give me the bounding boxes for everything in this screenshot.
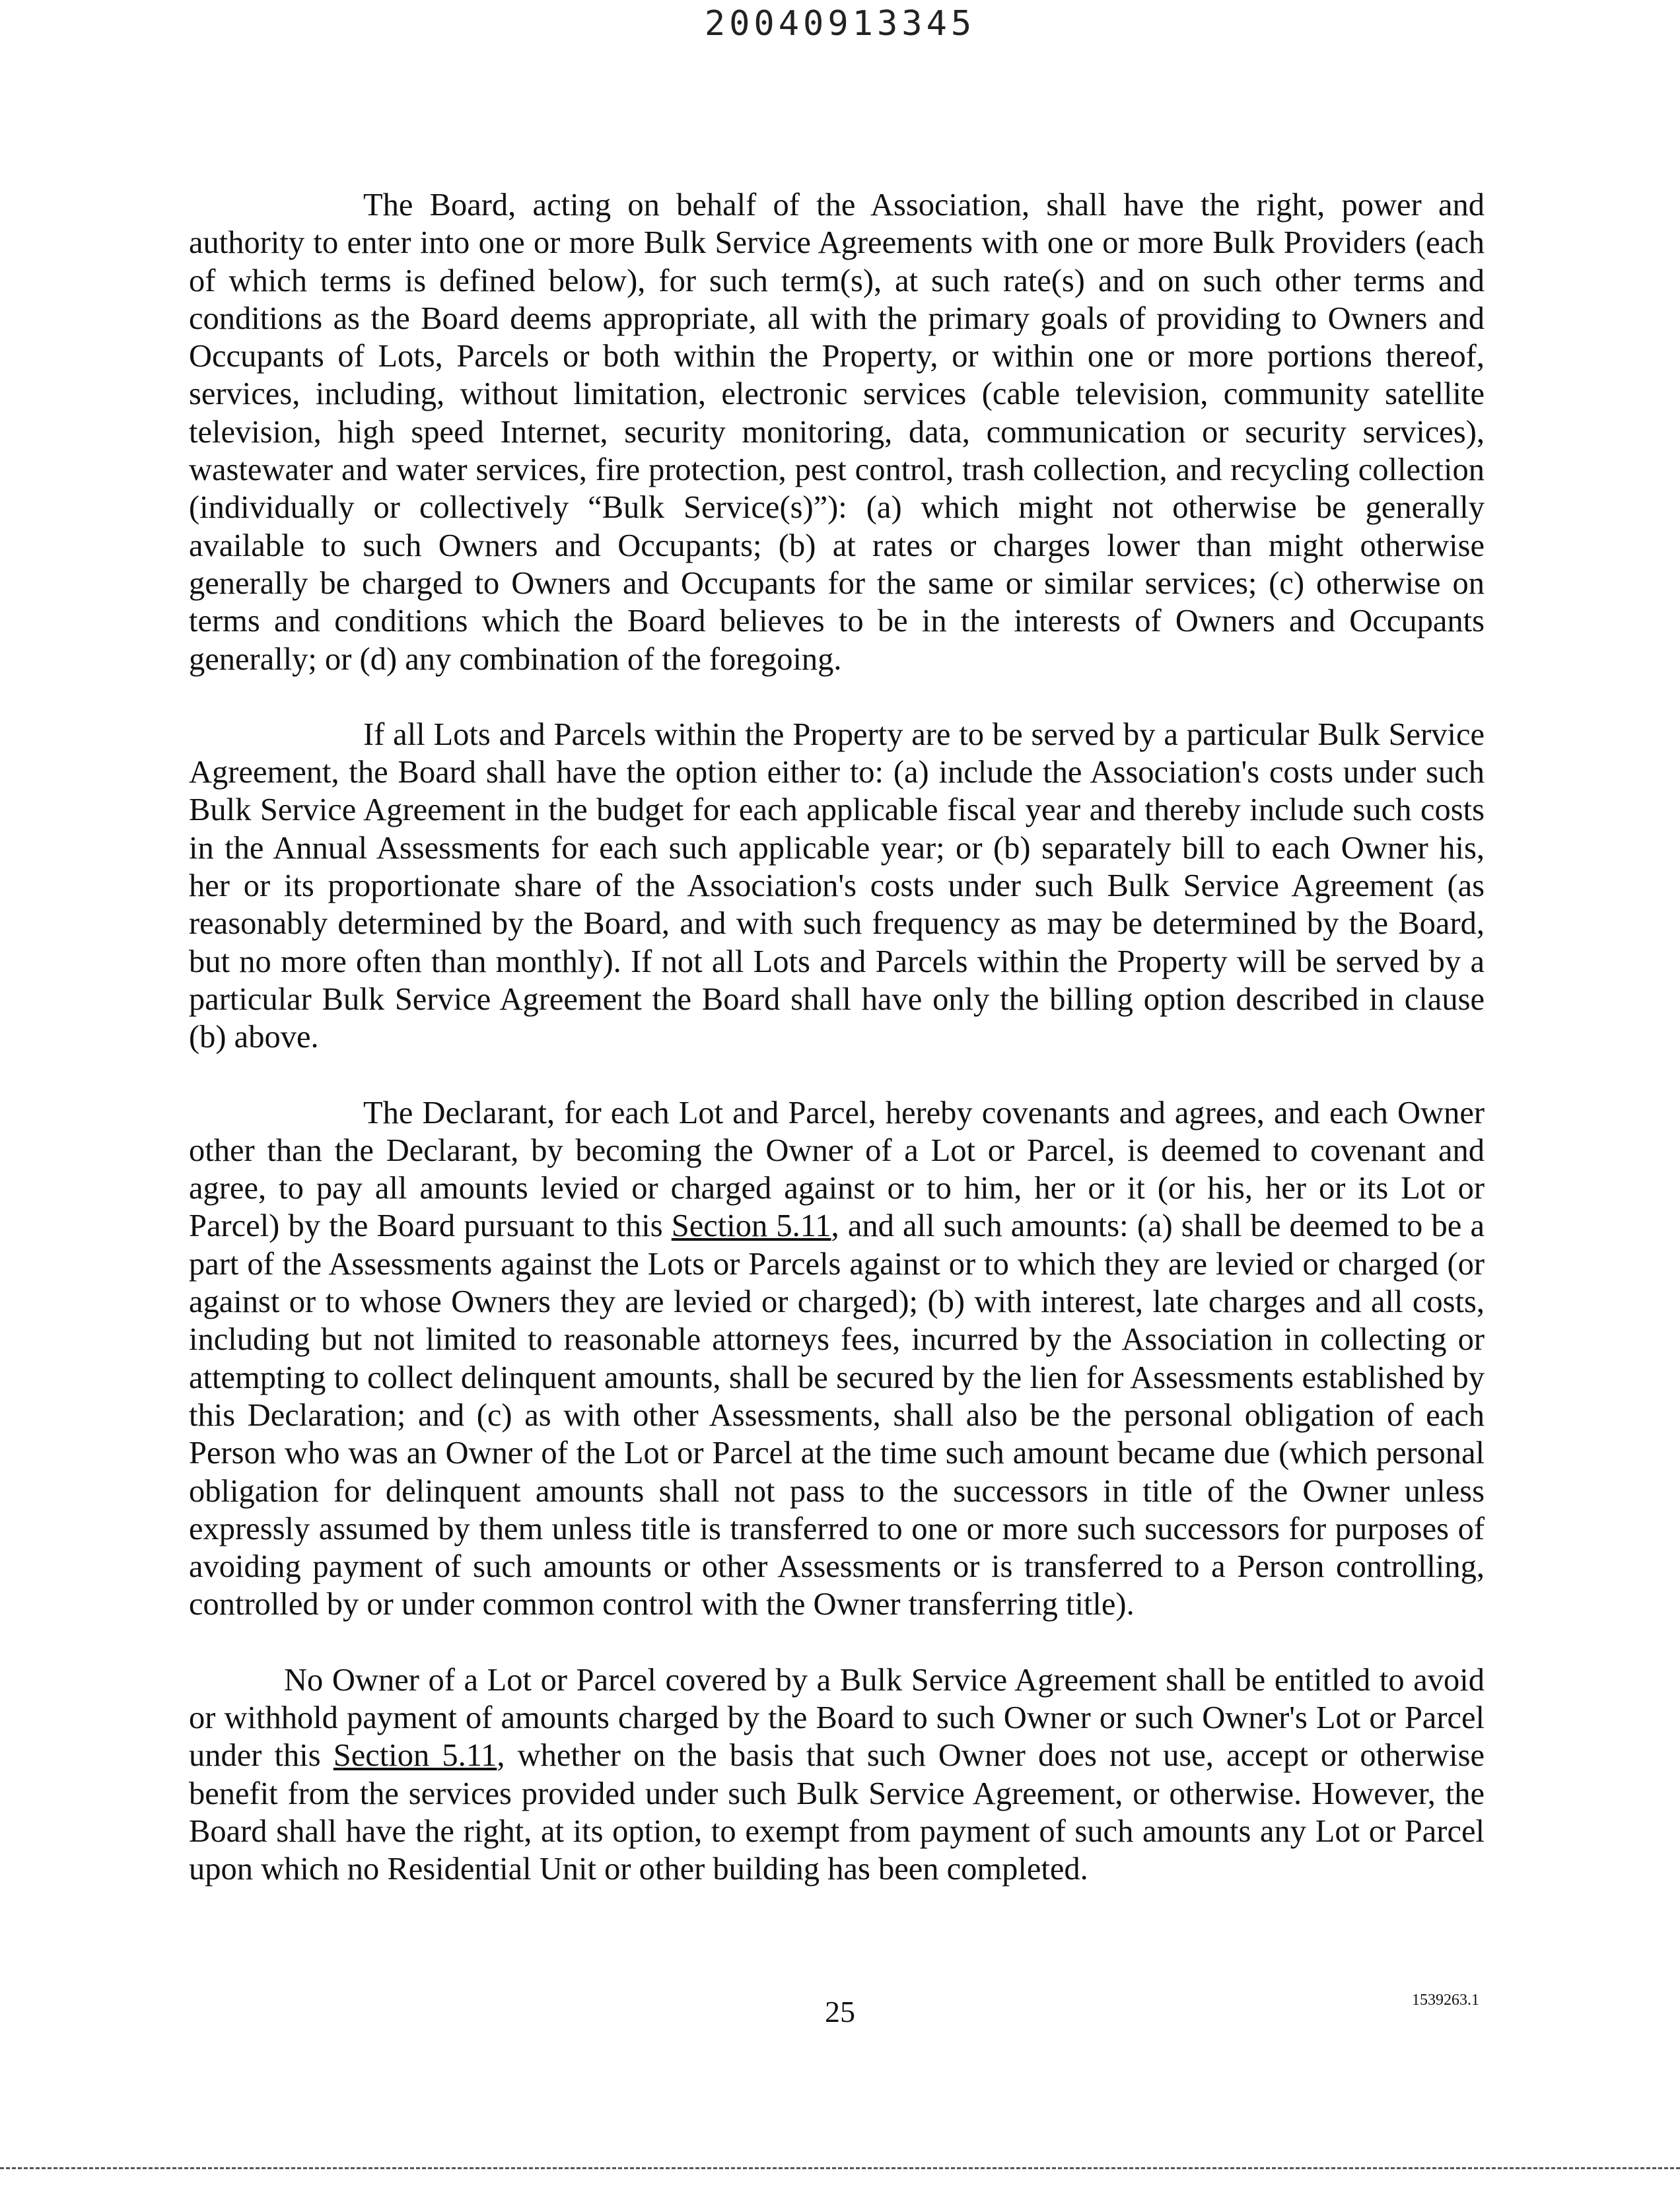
paragraph-text: , and all such amounts: (a) shall be deemed to be a part of the Assessments against the Lots or Parcels against or to which they are levied or charged (or against or to whose Owners they are levied or charged); (b) with interest, late charges and all costs, including but not limited to reasonable attorneys fees, incurred by the Association in collecting or attempting to collect delinquent amounts, shall be secured by the lien for Assessments established by this Declaration; and (c) as with other Assessments, shall also be the personal obligation of each Person who was an Owner of the Lot or Parcel at the time such amount became due (which personal obligation for delinquent amounts shall not pass to the successors in title of the Owner unless expressly assumed by them unless title is transferred to one or more such successors for purposes of avoiding payment of such amounts or other Assessments or is transferred to a Person controlling, controlled by or under common control with the Owner transferring title).: [189, 1208, 1485, 1622]
paragraph-billing-options: If all Lots and Parcels within the Property are to be served by a particular Bulk Service Agreement, the Board shall have the option either to: (a) include the Association's costs under such Bulk Service Agreement in the budget for each applicable fiscal year and thereby include such costs in the Annual Assessments for each such applicable year; or (b) separately bill to each Owner his, her or its proportionate share of the Association's costs under such Bulk Service Agreement (as reasonably determined by the Board, and with such frequency as may be determined by the Board, but no more often than monthly). If not all Lots and Parcels within the Property will be served by a particular Bulk Service Agreement the Board shall have only the billing option described in clause (b) above.: [189, 716, 1485, 1055]
recording-number: 20040913345: [704, 4, 976, 44]
section-reference: Section 5.11: [333, 1738, 497, 1774]
document-reference: 1539263.1: [1412, 1992, 1479, 2009]
scan-edge-divider: [0, 2167, 1680, 2169]
paragraph-text: The Declarant, for each Lot and Parcel, hereby covenants and agrees, and each Owner other than the Declarant, by becoming the Owner of a Lot or Parcel, is deemed to covenant and agree, to pay all amounts levied or charged against or to him, her or it (or his, her or its Lot or Parcel) by the Board pursuant to this: [189, 1095, 1485, 1244]
document-body: [189, 186, 1485, 1926]
paragraph-text: No Owner of a Lot or Parcel covered by a Bulk Service Agreement shall be entitled to avoid or withhold payment of amounts charged by the Board to such Owner or such Owner's Lot or Parcel under this: [189, 1662, 1485, 1774]
paragraph-declarant-covenant: [189, 1094, 1485, 1624]
paragraph-no-withholding: [189, 1661, 1485, 1889]
paragraph-bulk-service-authority: The Board, acting on behalf of the Association, shall have the right, power and authority to enter into one or more Bulk Service Agreements with one or more Bulk Providers (each of which terms is defined below), for such term(s), at such rate(s) and on such other terms and conditions as the Board deems appropriate, all with the primary goals of providing to Owners and Occupants of Lots, Parcels or both within the Property, or within one or more portions thereof, services, including, without limitation, electronic services (cable television, community satellite television, high speed Internet, security monitoring, data, communication or security services), wastewater and water services, fire protection, pest control, trash collection, and recycling collection (individually or collectively “Bulk Service(s)”): (a) which might not otherwise be generally available to such Owners and Occupants; (b) at rates or charges lower than might otherwise generally be charged to Owners and Occupants for the same or similar services; (c) otherwise on terms and conditions which the Board believes to be in the interests of Owners and Occupants generally; or (d) any combination of the foregoing.: [189, 188, 1485, 677]
page-number: 25: [825, 1995, 855, 2029]
section-reference: Section 5.11: [671, 1208, 831, 1244]
paragraph-text: , whether on the basis that such Owner does not use, accept or otherwise benefit from the services provided under such Bulk Service Agreement, or otherwise. However, the Board shall have the right, at its option, to exempt from payment of such amounts any Lot or Parcel upon which no Residential Unit or other building has been completed.: [189, 1738, 1485, 1887]
